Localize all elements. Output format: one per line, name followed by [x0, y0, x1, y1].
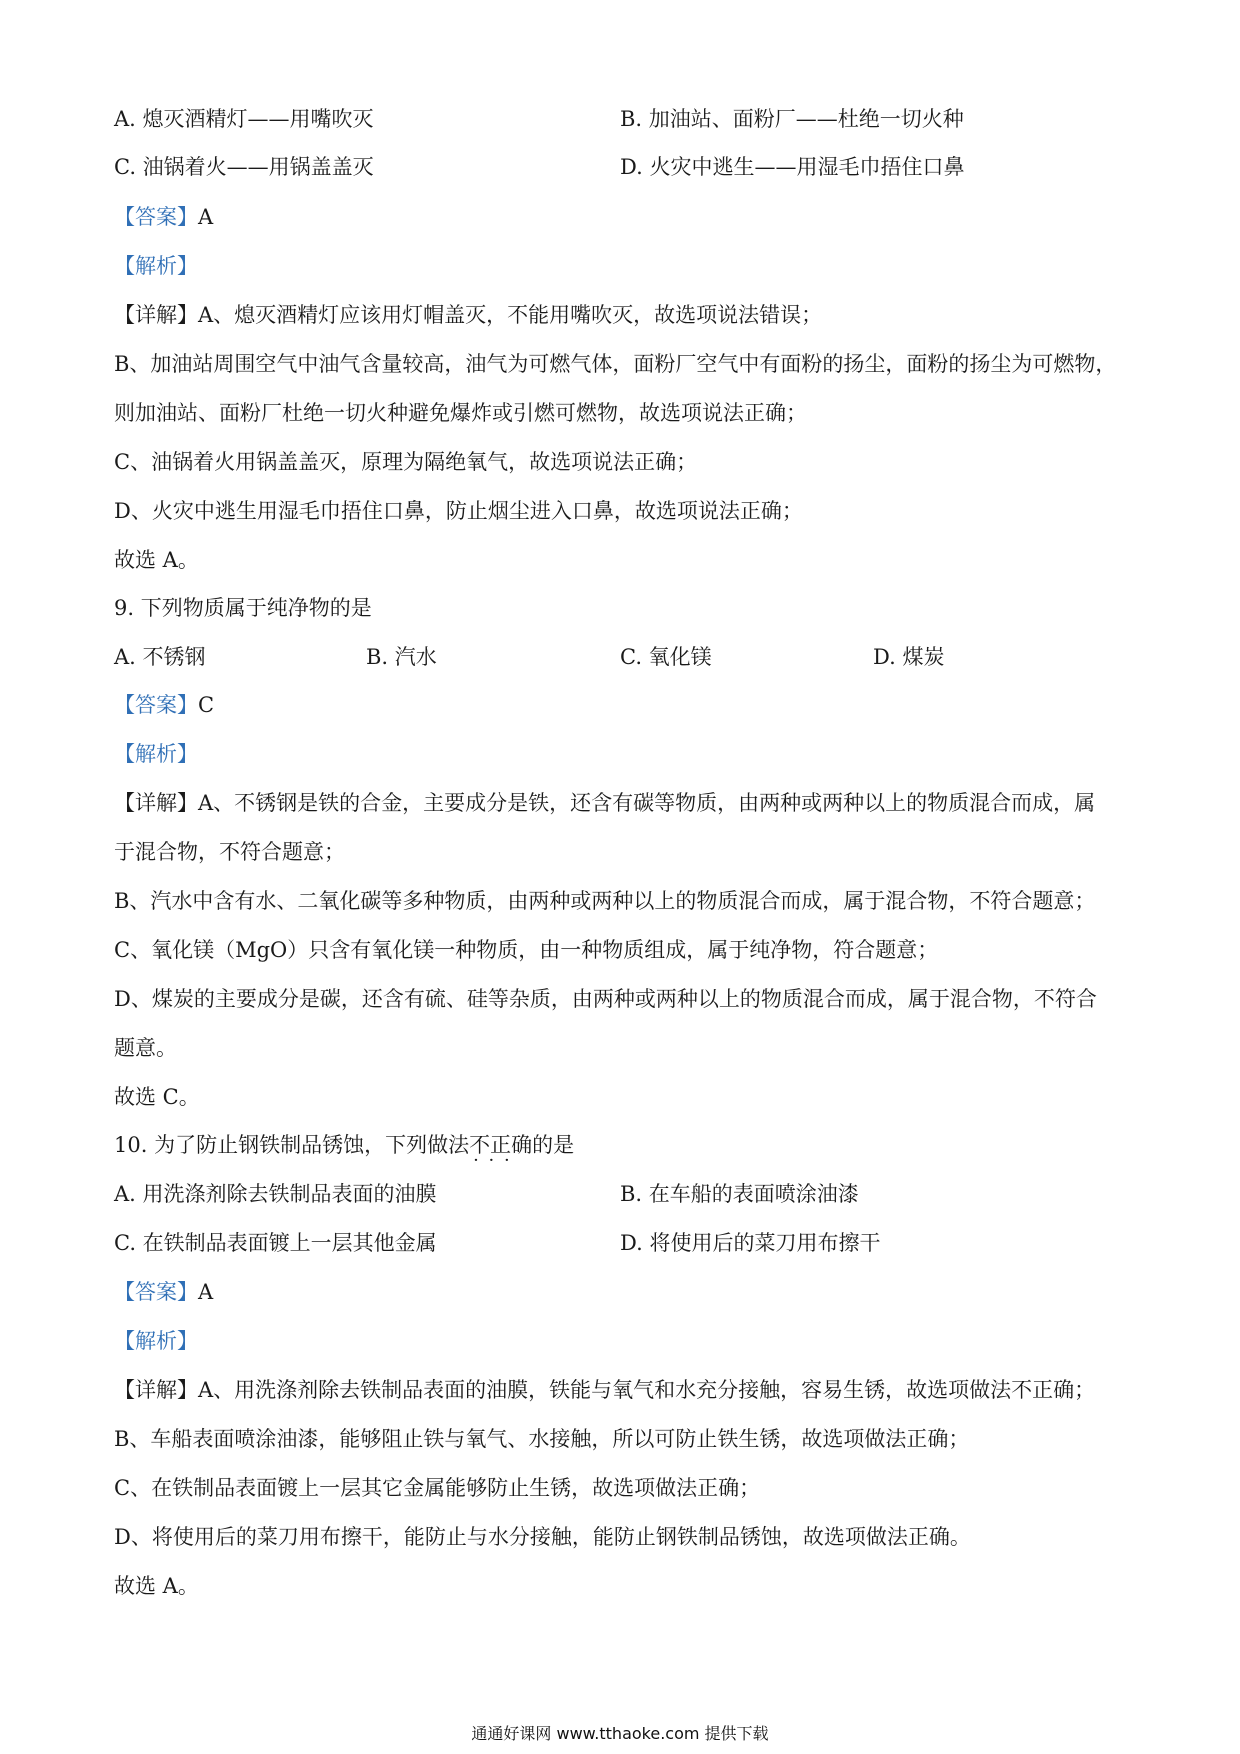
q9-stem: 9. 下列物质属于纯净物的是 [114, 596, 372, 620]
analysis-tag: 【解析】 [114, 1329, 198, 1353]
q8-detail-line-1 [114, 300, 1134, 330]
q10-option-c: C. 在铁制品表面镀上一层其他金属 [114, 1231, 437, 1255]
q8-answer [114, 202, 1134, 232]
q10-stem [114, 1130, 1134, 1160]
q9-detail-line-6: 题意。 [114, 1036, 177, 1060]
q10-answer [114, 1277, 1134, 1307]
q9-option-b: B. 汽水 [366, 645, 437, 669]
stem-suffix: 的是 [532, 1133, 575, 1157]
answer-tag: 【答案】 [114, 205, 198, 229]
page-footer: 通通好课网 www.tthaoke.com 提供下载 [471, 1724, 769, 1743]
q10-option-d: D. 将使用后的菜刀用布擦干 [620, 1231, 881, 1255]
q8-option-a: A. 熄灭酒精灯——用嘴吹灭 [114, 107, 374, 131]
answer-tag: 【答案】 [114, 1280, 198, 1304]
q9-detail-line-4: C、氧化镁（MgO）只含有氧化镁一种物质，由一种物质组成，属于纯净物，符合题意； [114, 938, 939, 962]
q8-detail-line-3: 则加油站、面粉厂杜绝一切火种避免爆炸或引燃可燃物，故选项说法正确； [114, 401, 807, 425]
answer-tag: 【答案】 [114, 693, 198, 717]
q8-analysis [114, 251, 1134, 281]
q10-detail-line-1 [114, 1375, 1134, 1405]
q8-option-b: B. 加油站、面粉厂——杜绝一切火种 [620, 107, 964, 131]
q8-detail-line-5: D、火灾中逃生用湿毛巾捂住口鼻，防止烟尘进入口鼻，故选项说法正确； [114, 499, 803, 523]
q9-detail-line-3: B、汽水中含有水、二氧化碳等多种物质，由两种或两种以上的物质混合而成，属于混合物，不符合题意； [114, 889, 1096, 913]
answer-value: A [198, 205, 214, 229]
detail-text: A、不锈钢是铁的合金，主要成分是铁，还含有碳等物质，由两种或两种以上的物质混合而成，属 [198, 791, 1096, 815]
q10-detail-line-2: B、车船表面喷涂油漆，能够阻止铁与氧气、水接触，所以可防止铁生锈，故选项做法正确； [114, 1427, 970, 1451]
q9-answer [114, 690, 1134, 720]
q9-option-c: C. 氧化镁 [620, 645, 712, 669]
q8-conclusion: 故选 A。 [114, 548, 199, 572]
detail-tag: 【详解】 [114, 303, 198, 327]
detail-text: A、用洗涤剂除去铁制品表面的油膜，铁能与氧气和水充分接触，容易生锈，故选项做法不正确； [198, 1378, 1096, 1402]
q8-detail-line-4: C、油锅着火用锅盖盖灭，原理为隔绝氧气，故选项说法正确； [114, 450, 698, 474]
q10-detail-line-3: C、在铁制品表面镀上一层其它金属能够防止生锈，故选项做法正确； [114, 1476, 761, 1500]
detail-tag: 【详解】 [114, 1378, 198, 1402]
q9-option-d: D. 煤炭 [873, 645, 945, 669]
analysis-tag: 【解析】 [114, 254, 198, 278]
q8-option-d: D. 火灾中逃生——用湿毛巾捂住口鼻 [620, 155, 965, 179]
answer-value: C [198, 693, 215, 717]
q9-analysis [114, 739, 1134, 769]
q10-option-a: A. 用洗涤剂除去铁制品表面的油膜 [114, 1182, 437, 1206]
q10-detail-line-4: D、将使用后的菜刀用布擦干，能防止与水分接触，能防止钢铁制品锈蚀，故选项做法正确。 [114, 1525, 971, 1549]
analysis-tag: 【解析】 [114, 742, 198, 766]
q10-option-b: B. 在车船的表面喷涂油漆 [620, 1182, 859, 1206]
q9-detail-line-2: 于混合物，不符合题意； [114, 840, 345, 864]
q9-detail-line-1 [114, 788, 1134, 818]
q10-conclusion: 故选 A。 [114, 1574, 199, 1598]
q9-conclusion: 故选 C。 [114, 1085, 200, 1109]
detail-tag: 【详解】 [114, 791, 198, 815]
stem-prefix: 10. 为了防止钢铁制品锈蚀，下列做法 [114, 1133, 470, 1157]
q9-detail-line-5: D、煤炭的主要成分是碳，还含有硫、硅等杂质，由两种或两种以上的物质混合而成，属于混合物，不符合 [114, 987, 1097, 1011]
q8-option-c: C. 油锅着火——用锅盖盖灭 [114, 155, 374, 179]
stem-emphasis: 不正确 · · · [469, 1130, 532, 1160]
detail-text: A、熄灭酒精灯应该用灯帽盖灭，不能用嘴吹灭，故选项说法错误； [198, 303, 823, 327]
answer-value: A [198, 1280, 214, 1304]
q9-option-a: A. 不锈钢 [114, 645, 206, 669]
q8-detail-line-2: B、加油站周围空气中油气含量较高，油气为可燃气体，面粉厂空气中有面粉的扬尘，面粉的扬尘为可燃物， [114, 352, 1117, 376]
q10-analysis [114, 1326, 1134, 1356]
